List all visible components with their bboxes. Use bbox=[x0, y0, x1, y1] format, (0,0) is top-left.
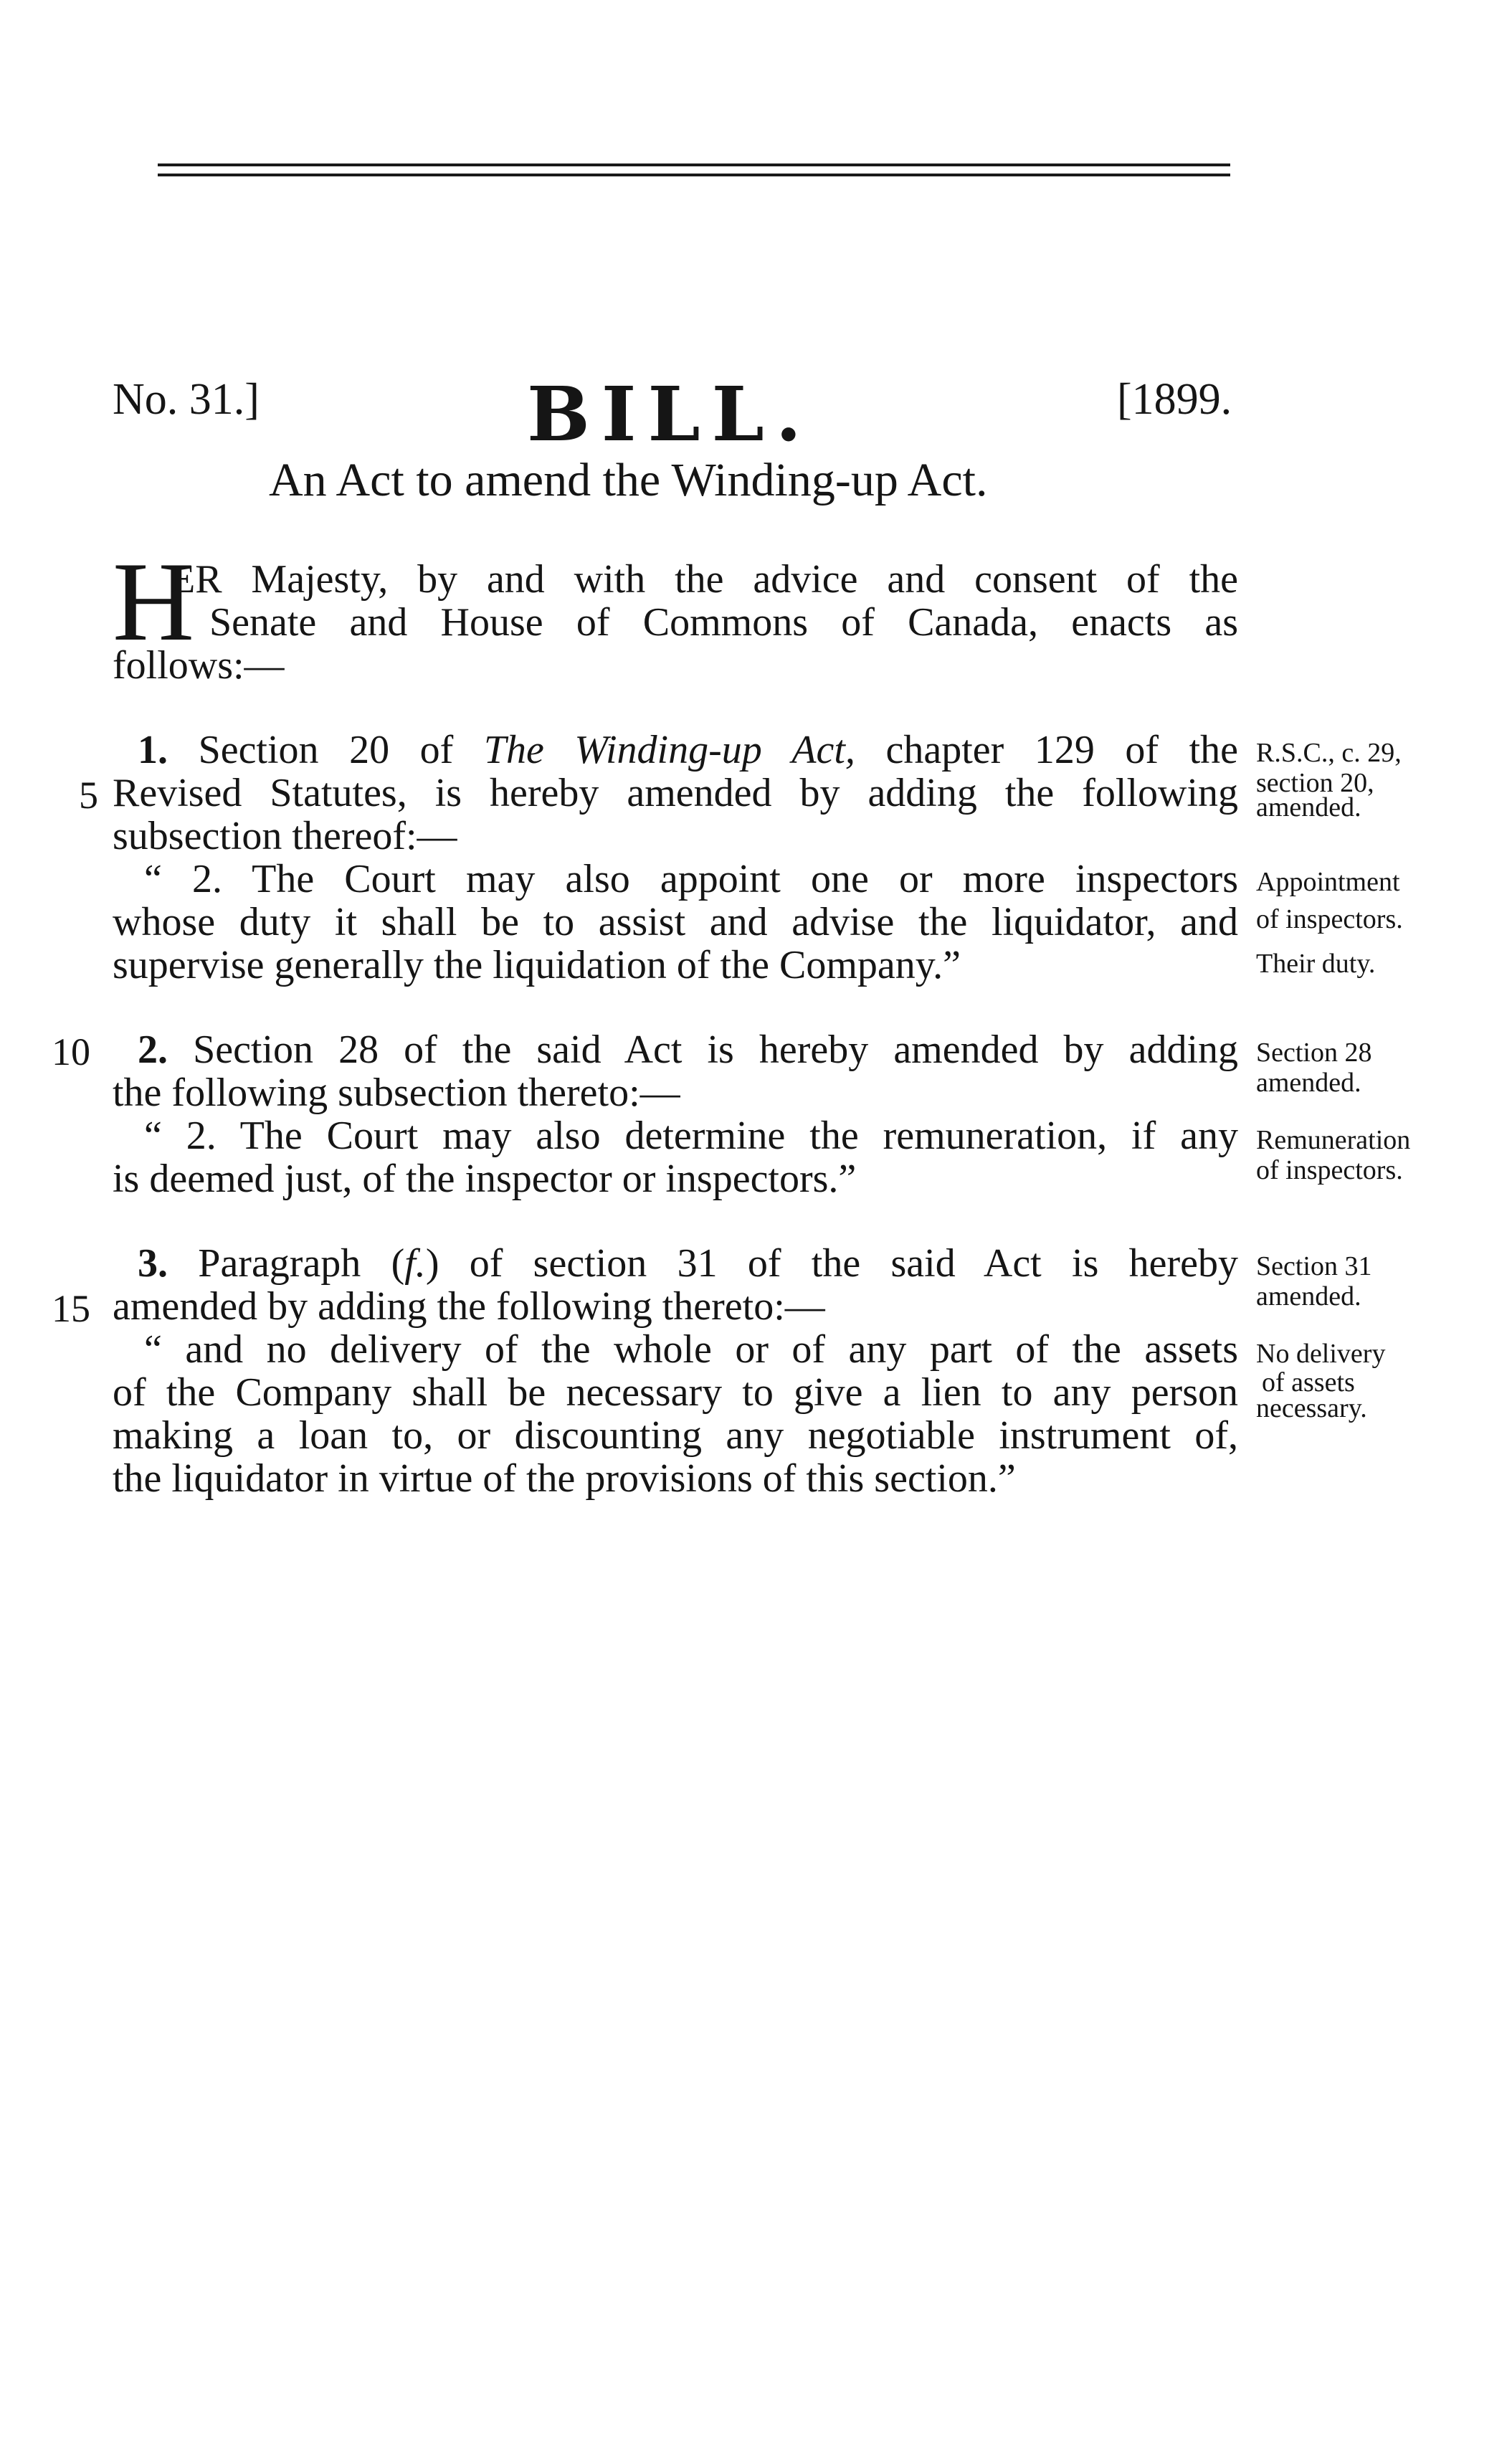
section-2-number: 2. bbox=[138, 1028, 168, 1072]
margin-note-s28-1: Section 28 bbox=[1256, 1038, 1372, 1068]
section-3-line-2: amended by adding the following thereto:— bbox=[113, 1284, 825, 1329]
bill-number: No. 31.] bbox=[113, 375, 260, 424]
margin-note-duty: Their duty. bbox=[1256, 949, 1376, 979]
margin-note-rsc-3: amended. bbox=[1256, 792, 1361, 822]
section-2-line-3: “ 2. The Court may also determine the remuneration, if any bbox=[144, 1114, 1238, 1158]
enacting-line-1: ER Majesty, by and with the advice and consent of the bbox=[171, 557, 1238, 602]
section-2-line-4: is deemed just, of the inspector or inspectors.” bbox=[113, 1157, 857, 1201]
margin-note-appointment-2: of inspectors. bbox=[1256, 904, 1403, 934]
margin-note-nodelivery-3: necessary. bbox=[1256, 1393, 1367, 1423]
section-2-line-2: the following subsection thereto:— bbox=[113, 1071, 680, 1115]
margin-note-remuneration-1: Remuneration bbox=[1256, 1125, 1411, 1155]
act-title: An Act to amend the Winding-up Act. bbox=[269, 454, 988, 506]
section-1-line-2: Revised Statutes, is hereby amended by adding the following bbox=[113, 771, 1238, 815]
section-3-line-3: “ and no delivery of the whole or of any part of the assets bbox=[144, 1327, 1238, 1372]
line-number-10: 10 bbox=[52, 1030, 90, 1073]
top-rule-2 bbox=[158, 174, 1230, 176]
margin-note-s28-2: amended. bbox=[1256, 1068, 1361, 1098]
margin-note-nodelivery-2: of assets bbox=[1262, 1367, 1355, 1398]
top-rule-1 bbox=[158, 163, 1230, 166]
margin-note-s31-1: Section 31 bbox=[1256, 1251, 1372, 1281]
margin-note-rsc-2: section 20, bbox=[1256, 768, 1374, 798]
line-number-15: 15 bbox=[52, 1287, 90, 1330]
margin-note-appointment-1: Appointment bbox=[1256, 867, 1400, 897]
section-3-line-6: the liquidator in virtue of the provisions of this section.” bbox=[113, 1456, 1016, 1501]
section-3-number: 3. bbox=[138, 1241, 168, 1286]
section-3-line-1: 3. Paragraph (f.) of section 31 of the said Act is hereby bbox=[138, 1241, 1239, 1286]
enacting-line-3: follows:— bbox=[113, 643, 285, 688]
section-3-line-4: of the Company shall be necessary to give a lien to any person bbox=[113, 1370, 1238, 1415]
bill-heading-text: BILL. bbox=[527, 370, 814, 458]
line-number-5: 5 bbox=[79, 774, 98, 817]
section-1-line-3: subsection thereof:— bbox=[113, 814, 457, 858]
margin-note-rsc-1: R.S.C., c. 29, bbox=[1256, 738, 1402, 768]
section-1-line-1: 1. Section 20 of The Winding-up Act, chapter 129 of the bbox=[138, 728, 1239, 772]
section-1-line-5: whose duty it shall be to assist and advise the liquidator, and bbox=[113, 900, 1238, 944]
bill-year: [1899. bbox=[1117, 375, 1232, 424]
section-2-line-1: 2. Section 28 of the said Act is hereby amended by adding bbox=[138, 1028, 1239, 1072]
enacting-line-2: Senate and House of Commons of Canada, enacts as bbox=[209, 600, 1238, 645]
paragraph-letter-italic: f. bbox=[404, 1241, 426, 1286]
drop-cap: H bbox=[113, 539, 195, 665]
margin-note-nodelivery-1: No delivery bbox=[1256, 1339, 1386, 1369]
section-1-line-4: “ 2. The Court may also appoint one or more inspectors bbox=[144, 857, 1238, 901]
section-1-number: 1. bbox=[138, 728, 168, 772]
section-3-line-5: making a loan to, or discounting any negotiable instrument of, bbox=[113, 1413, 1238, 1458]
act-name-italic: The Winding-up Act, bbox=[483, 728, 855, 772]
margin-note-remuneration-2: of inspectors. bbox=[1256, 1155, 1403, 1185]
margin-note-s31-2: amended. bbox=[1256, 1281, 1361, 1311]
section-1-line-6: supervise generally the liquidation of the Company.” bbox=[113, 943, 961, 987]
